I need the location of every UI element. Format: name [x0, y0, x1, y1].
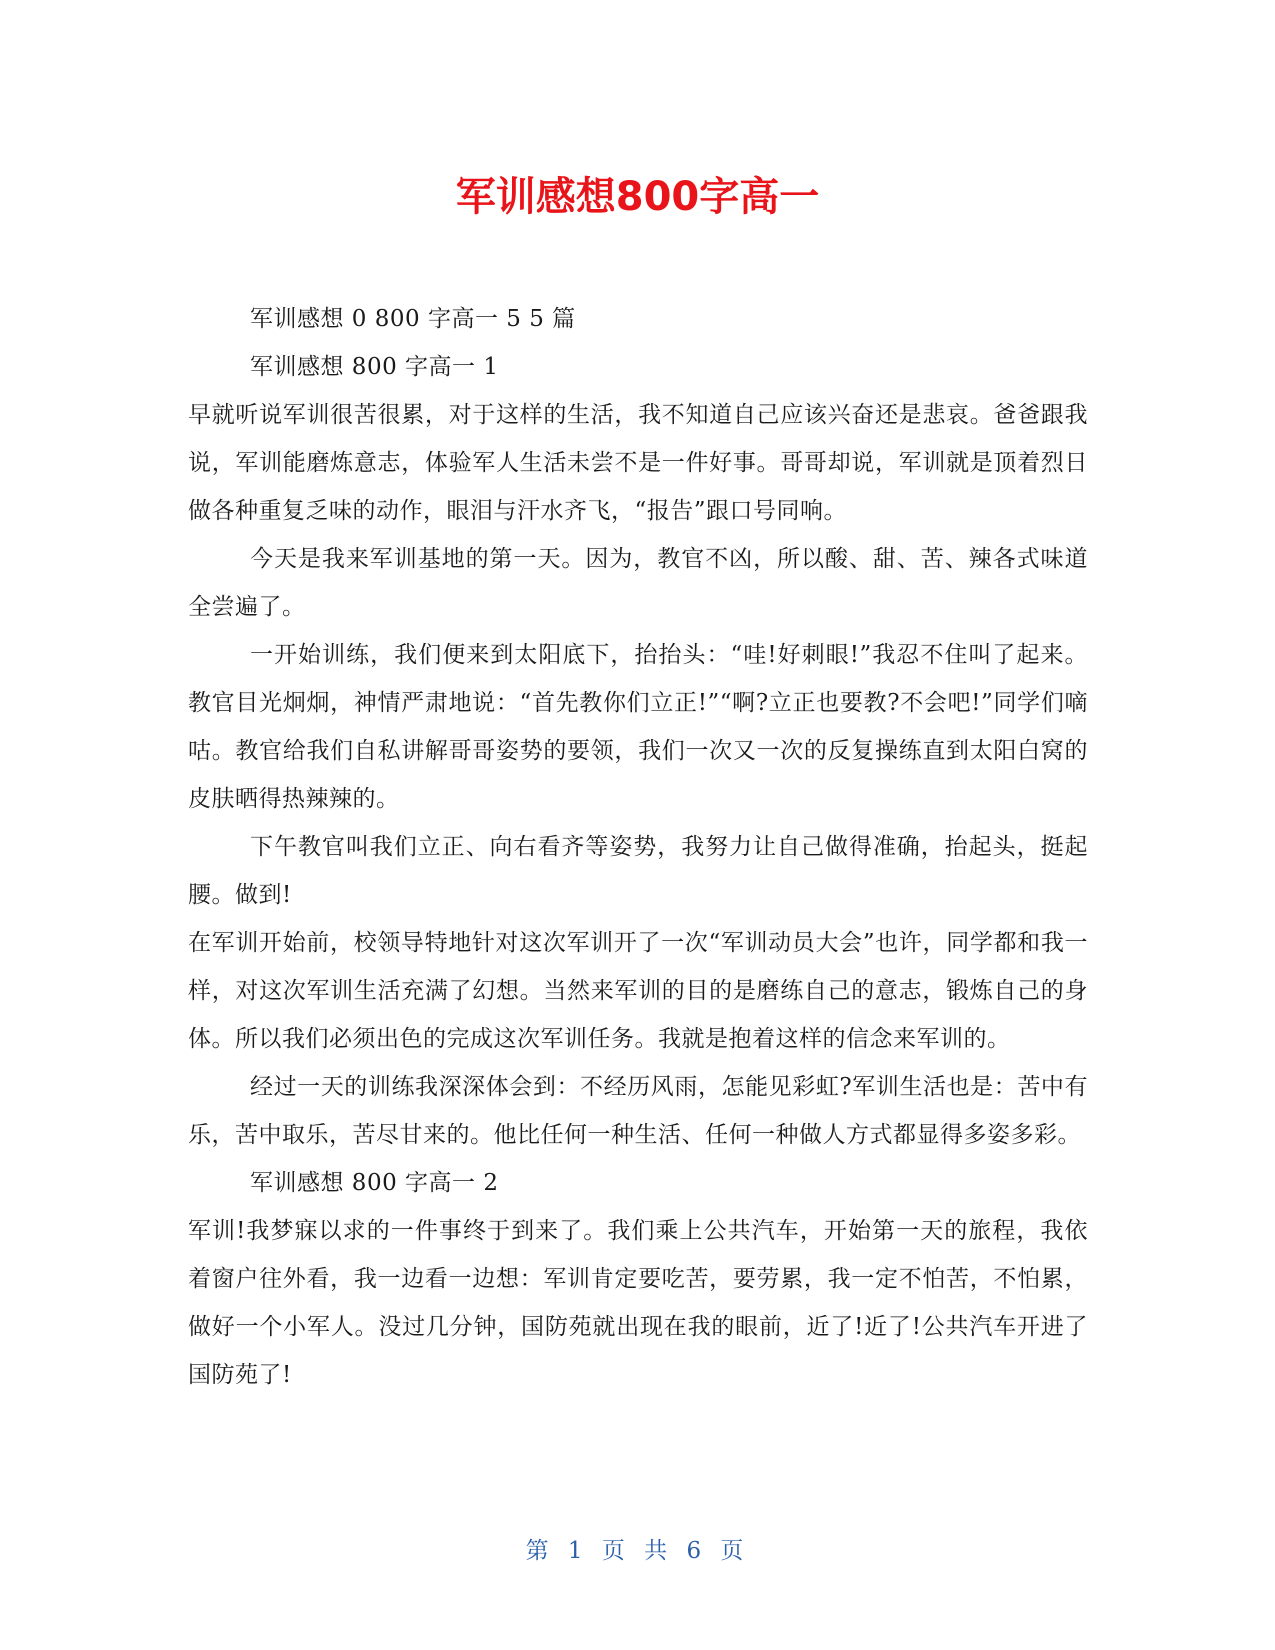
paragraph: 在军训开始前，校领导特地针对这次军训开了一次“军训动员大会”也许，同学都和我一样，对这次军训生活充满了幻想。当然来军训的目的是磨练自己的意志，锻炼自己的身体。所以我们必须出色的完成这次军训任务。我就是抱着这样的信念来军训的。 — [188, 930, 1088, 1052]
paragraph: 经过一天的训练我深深体会到：不经历风雨，怎能见彩虹?军训生活也是：苦中有乐，苦中取乐，苦尽甘来的。他比任何一种生活、任何一种做人方式都显得多姿多彩。 — [188, 1074, 1088, 1148]
document-body — [188, 295, 1088, 1399]
paragraph: 下午教官叫我们立正、向右看齐等姿势，我努力让自己做得准确，抬起头，挺起腰。做到! — [188, 834, 1088, 908]
page-title: 军训感想800字高一 — [455, 174, 820, 220]
paragraph: 今天是我来军训基地的第一天。因为，教官不凶，所以酸、甜、苦、辣各式味道全尝遍了。 — [188, 546, 1088, 620]
paragraph: 一开始训练，我们便来到太阳底下，抬抬头：“哇!好刺眼!”我忍不住叫了起来。教官目光炯炯，神情严肃地说：“首先教你们立正!”“啊?立正也要教?不会吧!”同学们嘀咕。教官给我们自私讲解哥哥姿势的要领，我们一次又一次的反复操练直到太阳白窝的皮肤晒得热辣辣的。 — [188, 642, 1088, 812]
section-heading: 军训感想 0 800 字高一 5 5 篇 — [250, 306, 576, 332]
paragraph: 早就听说军训很苦很累，对于这样的生活，我不知道自己应该兴奋还是悲哀。爸爸跟我说，军训能磨炼意志，体验军人生活未尝不是一件好事。哥哥却说，军训就是顶着烈日做各种重复乏味的动作，眼泪与汗水齐飞，“报告”跟口号同响。 — [188, 402, 1088, 524]
section-heading: 军训感想 800 字高一 2 — [250, 1170, 499, 1196]
page-footer: 第 1 页 共 6 页 — [525, 1538, 750, 1564]
section-heading: 军训感想 800 字高一 1 — [250, 354, 499, 380]
paragraph: 军训!我梦寐以求的一件事终于到来了。我们乘上公共汽车，开始第一天的旅程，我依着窗户往外看，我一边看一边想：军训肯定要吃苦，要劳累，我一定不怕苦，不怕累，做好一个小军人。没过几分钟，国防苑就出现在我的眼前，近了!近了!公共汽车开进了国防苑了! — [188, 1218, 1088, 1388]
